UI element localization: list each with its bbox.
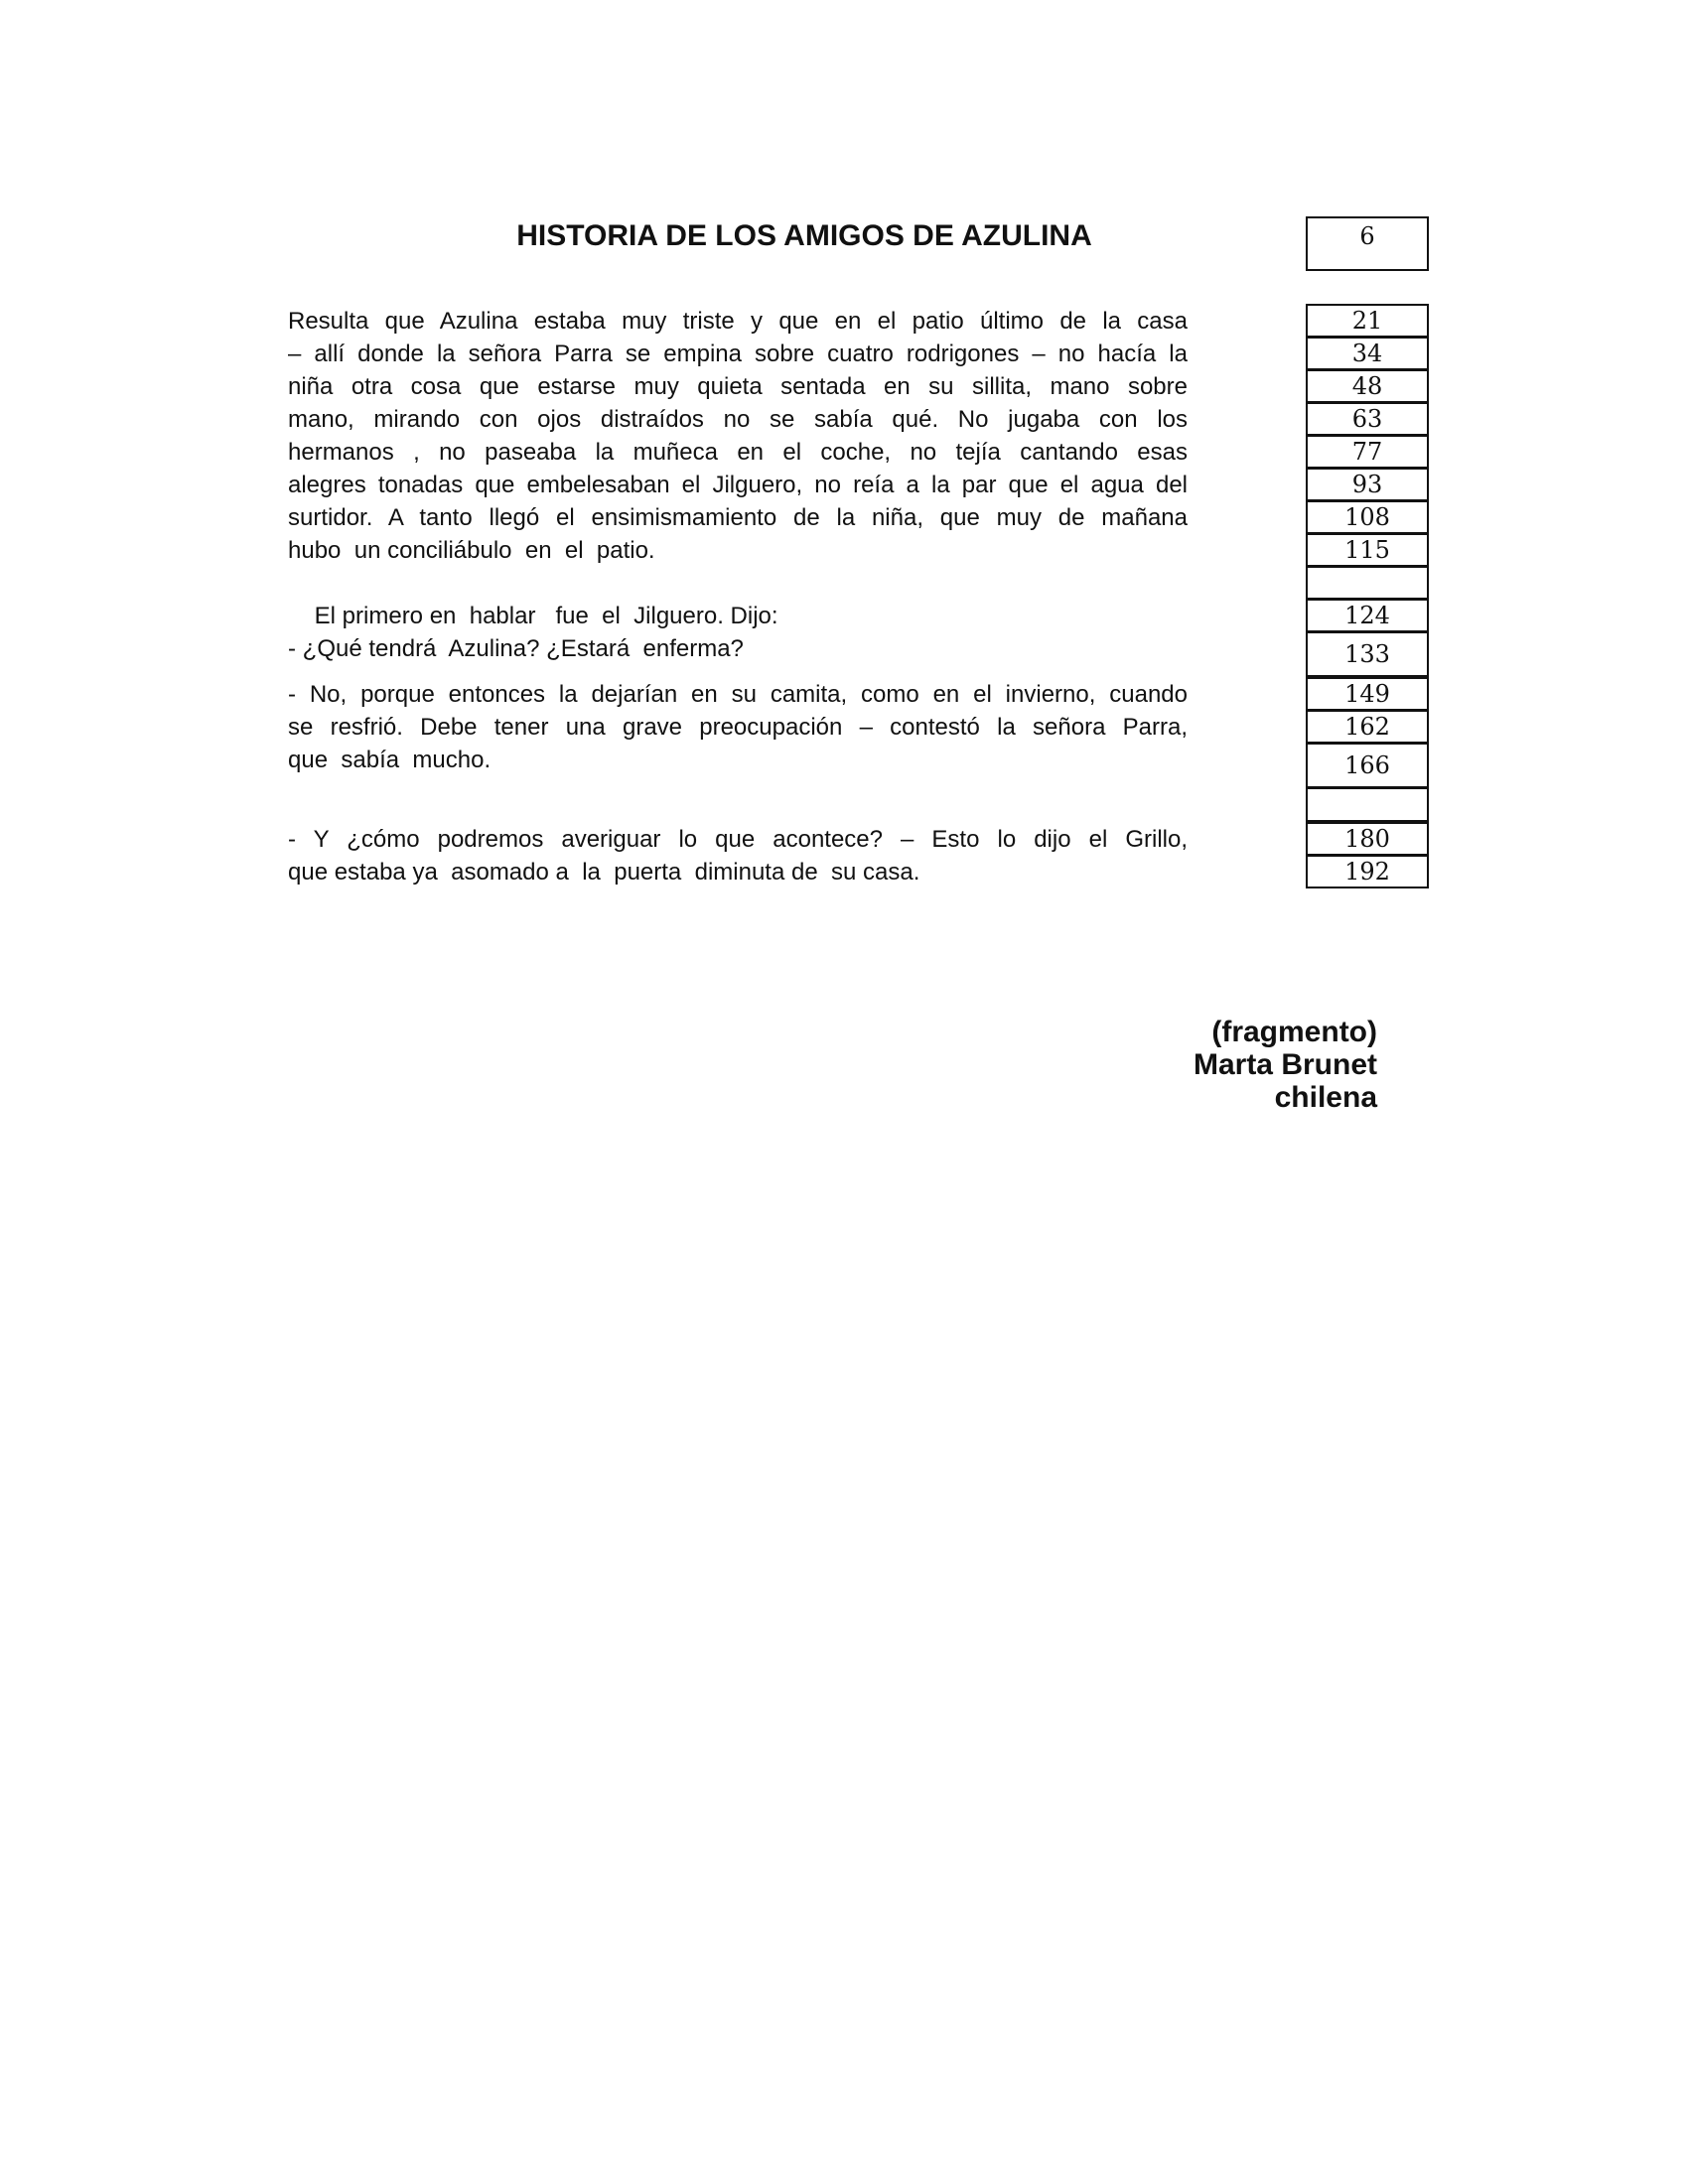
text-line: - ¿Qué tendrá Azulina? ¿Estará enferma? <box>288 635 744 662</box>
text-line: mano, mirando con ojos distraídos no se sabía qué. No jugaba con los <box>288 406 1188 433</box>
word-count-box: 63 <box>1306 402 1429 436</box>
word-count-box: 149 <box>1306 677 1429 711</box>
text-line: alegres tonadas que embelesaban el Jilguero, no reía a la par que el agua del <box>288 472 1188 498</box>
document-title: HISTORIA DE LOS AMIGOS DE AZULINA <box>516 219 1092 252</box>
word-count-box: 34 <box>1306 337 1429 370</box>
title-word-count: 6 <box>1306 216 1429 271</box>
word-count-box <box>1306 566 1429 600</box>
text-line: Resulta que Azulina estaba muy triste y que en el patio último de la casa <box>288 308 1188 335</box>
text-line: niña otra cosa que estarse muy quieta sentada en su sillita, mano sobre <box>288 373 1188 400</box>
text-line: que estaba ya asomado a la puerta diminuta de su casa. <box>288 859 920 886</box>
text-line: – allí donde la señora Parra se empina sobre cuatro rodrigones – no hacía la <box>288 341 1188 367</box>
word-count-box: 166 <box>1306 743 1429 788</box>
word-count-box: 162 <box>1306 710 1429 744</box>
word-count-box: 192 <box>1306 855 1429 888</box>
word-count-box: 115 <box>1306 533 1429 567</box>
text-line: hermanos , no paseaba la muñeca en el coche, no tejía cantando esas <box>288 439 1188 466</box>
fragment-label: (fragmento) <box>1211 1016 1377 1048</box>
text-line: que sabía mucho. <box>288 747 492 773</box>
text-line: - No, porque entonces la dejarían en su camita, como en el invierno, cuando <box>288 681 1188 708</box>
word-count-box: 93 <box>1306 468 1429 501</box>
word-count-box: 77 <box>1306 435 1429 469</box>
word-count-box: 124 <box>1306 599 1429 632</box>
text-line: - Y ¿cómo podremos averiguar lo que acontece? – Esto lo dijo el Grillo, <box>288 826 1188 853</box>
word-count-box <box>1306 787 1429 822</box>
word-count-box: 21 <box>1306 304 1429 338</box>
text-line: surtidor. A tanto llegó el ensimismamiento de la niña, que muy de mañana <box>288 504 1188 531</box>
text-line: El primero en hablar fue el Jilguero. Dijo: <box>288 603 778 629</box>
word-count-box: 180 <box>1306 822 1429 856</box>
word-count-box: 108 <box>1306 500 1429 534</box>
text-line: hubo un conciliábulo en el patio. <box>288 537 655 564</box>
word-count-box: 48 <box>1306 369 1429 403</box>
author-nationality: chilena <box>1274 1081 1377 1114</box>
author-name: Marta Brunet <box>1193 1048 1377 1081</box>
word-count-box: 133 <box>1306 631 1429 677</box>
text-line: se resfrió. Debe tener una grave preocupación – contestó la señora Parra, <box>288 714 1188 741</box>
